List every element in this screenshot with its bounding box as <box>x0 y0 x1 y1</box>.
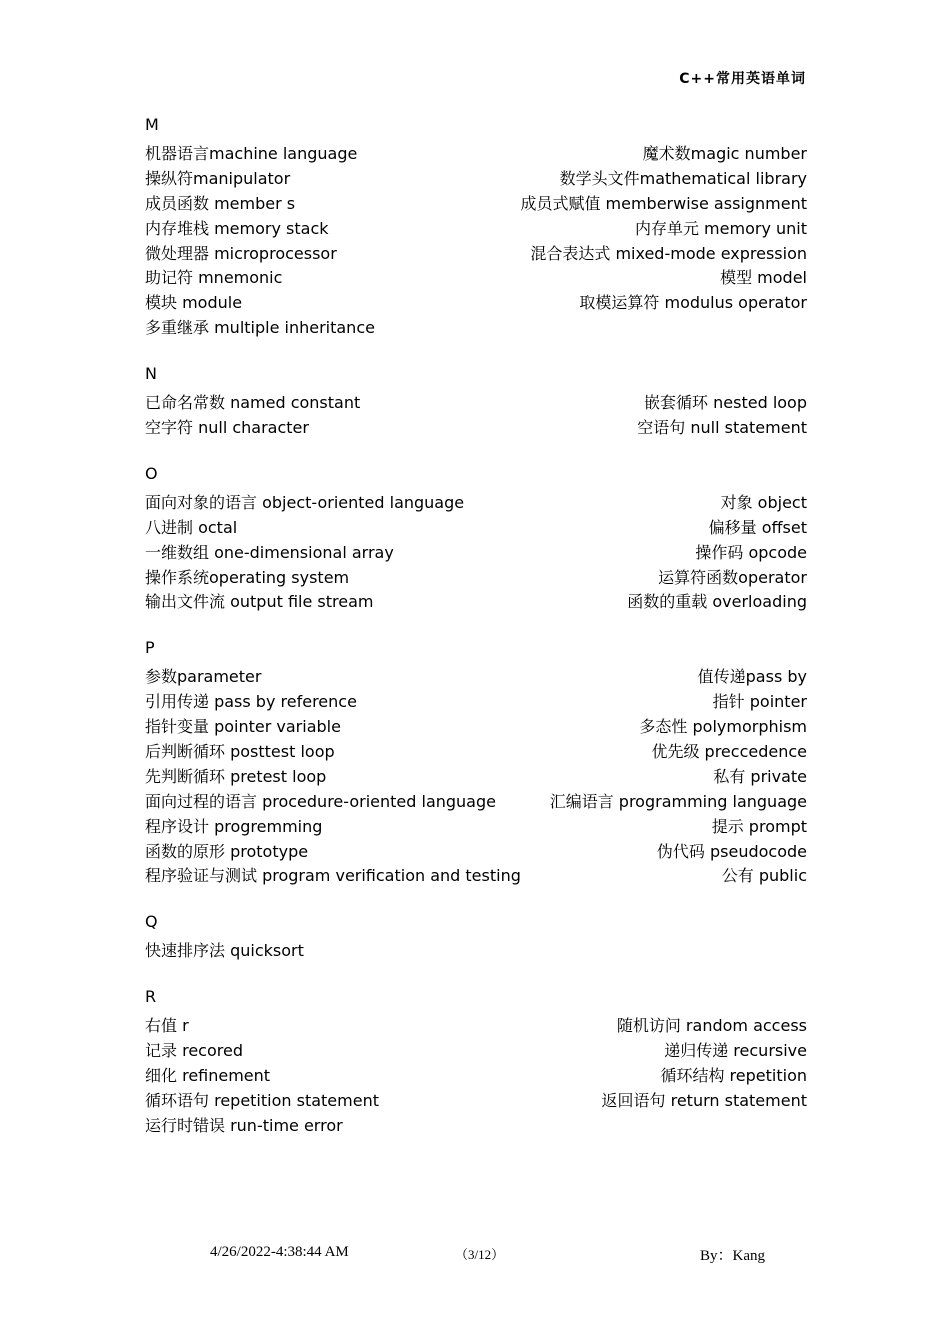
term-right: 取模运算符 modulus operator <box>579 293 807 313</box>
term-left: 面向对象的语言 object-oriented language <box>145 492 465 512</box>
footer-page-number: （3/12） <box>455 1247 505 1262</box>
term-right: 魔术数magic number <box>642 144 807 163</box>
glossary-row <box>145 142 807 167</box>
glossary-row <box>145 266 807 291</box>
term-right: 私有 private <box>713 766 807 786</box>
glossary-row <box>145 491 807 516</box>
glossary-row <box>145 217 807 242</box>
term-right: 空语句 null statement <box>637 418 807 438</box>
section-letter: N <box>145 364 157 384</box>
glossary-row <box>145 242 807 267</box>
glossary-row <box>145 590 807 615</box>
document-header-title: C++常用英语单词 <box>679 71 806 87</box>
glossary-row <box>145 939 807 964</box>
term-left: 程序验证与测试 program verification and testing <box>145 866 521 886</box>
term-left: 后判断循环 posttest loop <box>145 742 335 762</box>
term-left: 引用传递 pass by reference <box>145 692 357 712</box>
glossary-row <box>145 541 807 566</box>
term-left: 运行时错误 run-time error <box>145 1115 343 1135</box>
term-right: 对象 object <box>720 492 807 512</box>
term-right: 返回语句 return statement <box>601 1090 807 1110</box>
glossary-row <box>145 291 807 316</box>
glossary-row <box>145 790 807 815</box>
section-o <box>145 461 807 615</box>
term-left: 多重继承 multiple inheritance <box>145 318 375 338</box>
section-letter: O <box>145 463 158 483</box>
term-left: 快速排序法 quicksort <box>145 941 304 961</box>
term-left: 一维数组 one-dimensional array <box>145 542 394 562</box>
term-left: 先判断循环 pretest loop <box>145 766 327 786</box>
glossary-row <box>145 840 807 865</box>
term-left: 程序设计 progremming <box>145 816 323 836</box>
term-left: 助记符 mnemonic <box>145 268 283 288</box>
term-right: 伪代码 pseudocode <box>656 841 807 861</box>
section-q <box>145 909 807 964</box>
section-letter: P <box>145 638 155 658</box>
glossary-row <box>145 167 807 192</box>
glossary-row <box>145 316 807 341</box>
section-n <box>145 361 807 441</box>
section-letter: R <box>145 987 157 1007</box>
section-p <box>145 635 807 889</box>
glossary-row <box>145 1039 807 1064</box>
glossary-row <box>145 690 807 715</box>
term-left: 记录 recored <box>145 1041 243 1061</box>
term-left: 微处理器 microprocessor <box>145 243 337 263</box>
term-right: 多态性 polymorphism <box>639 717 807 737</box>
footer-date: 4/26/2022-4:38:44 AM <box>210 1244 349 1260</box>
term-right: 指针 pointer <box>712 692 807 712</box>
glossary-row <box>145 516 807 541</box>
term-left: 输出文件流 output file stream <box>145 592 374 612</box>
glossary-row <box>145 864 807 889</box>
term-left: 指针变量 pointer variable <box>145 717 341 737</box>
glossary-row <box>145 665 807 690</box>
term-left: 内存堆栈 memory stack <box>145 218 329 238</box>
term-right: 偏移量 offset <box>708 517 807 537</box>
glossary-row <box>145 1064 807 1089</box>
term-left: 已命名常数 named constant <box>145 393 361 413</box>
term-right: 内存单元 memory unit <box>634 218 807 238</box>
term-right: 循环结构 repetition <box>660 1066 807 1086</box>
term-left: 面向过程的语言 procedure-oriented language <box>145 791 496 811</box>
section-letter: M <box>145 115 159 134</box>
term-right: 操作码 opcode <box>695 542 807 562</box>
glossary-row <box>145 1114 807 1139</box>
term-right: 优先级 preccedence <box>651 742 807 762</box>
term-left: 右值 r <box>145 1016 189 1036</box>
section-r <box>145 984 807 1138</box>
glossary-row <box>145 192 807 217</box>
term-right: 嵌套循环 nested loop <box>644 393 807 413</box>
glossary-row <box>145 740 807 765</box>
term-left: 参数parameter <box>145 667 262 687</box>
term-left: 空字符 null character <box>145 418 309 438</box>
term-right: 函数的重载 overloading <box>627 592 807 612</box>
term-left: 细化 refinement <box>145 1066 271 1086</box>
section-letter: Q <box>145 912 158 932</box>
term-right: 公有 public <box>721 866 807 886</box>
term-right: 提示 prompt <box>711 816 807 836</box>
glossary-row <box>145 765 807 790</box>
term-right: 递归传递 recursive <box>664 1041 807 1061</box>
term-left: 机器语言machine language <box>145 144 358 163</box>
glossary-row <box>145 815 807 840</box>
term-left: 操作系统operating system <box>145 567 350 587</box>
glossary-row <box>145 715 807 740</box>
term-left: 操纵符manipulator <box>145 168 291 188</box>
term-left: 循环语句 repetition statement <box>145 1090 379 1110</box>
term-right: 模型 model <box>720 268 807 288</box>
term-left: 模块 module <box>145 293 243 313</box>
term-left: 八进制 octal <box>145 517 238 537</box>
footer-author: By：Kang <box>700 1248 765 1264</box>
term-right: 汇编语言 programming language <box>549 791 807 811</box>
term-right: 混合表达式 mixed-mode expression <box>530 243 807 263</box>
section-m <box>145 112 807 341</box>
glossary-content <box>145 112 807 1159</box>
term-left: 成员函数 member s <box>145 193 296 213</box>
glossary-row <box>145 566 807 591</box>
term-left: 函数的原形 prototype <box>145 841 309 861</box>
glossary-row <box>145 416 807 441</box>
term-right: 值传递pass by <box>697 667 807 687</box>
term-right: 数学头文件mathematical library <box>559 168 807 188</box>
term-right: 运算符函数operator <box>658 567 807 587</box>
term-right: 成员式赋值 memberwise assignment <box>520 193 807 213</box>
term-right: 随机访问 random access <box>616 1016 807 1036</box>
glossary-row <box>145 1089 807 1114</box>
glossary-row <box>145 391 807 416</box>
glossary-row <box>145 1014 807 1039</box>
